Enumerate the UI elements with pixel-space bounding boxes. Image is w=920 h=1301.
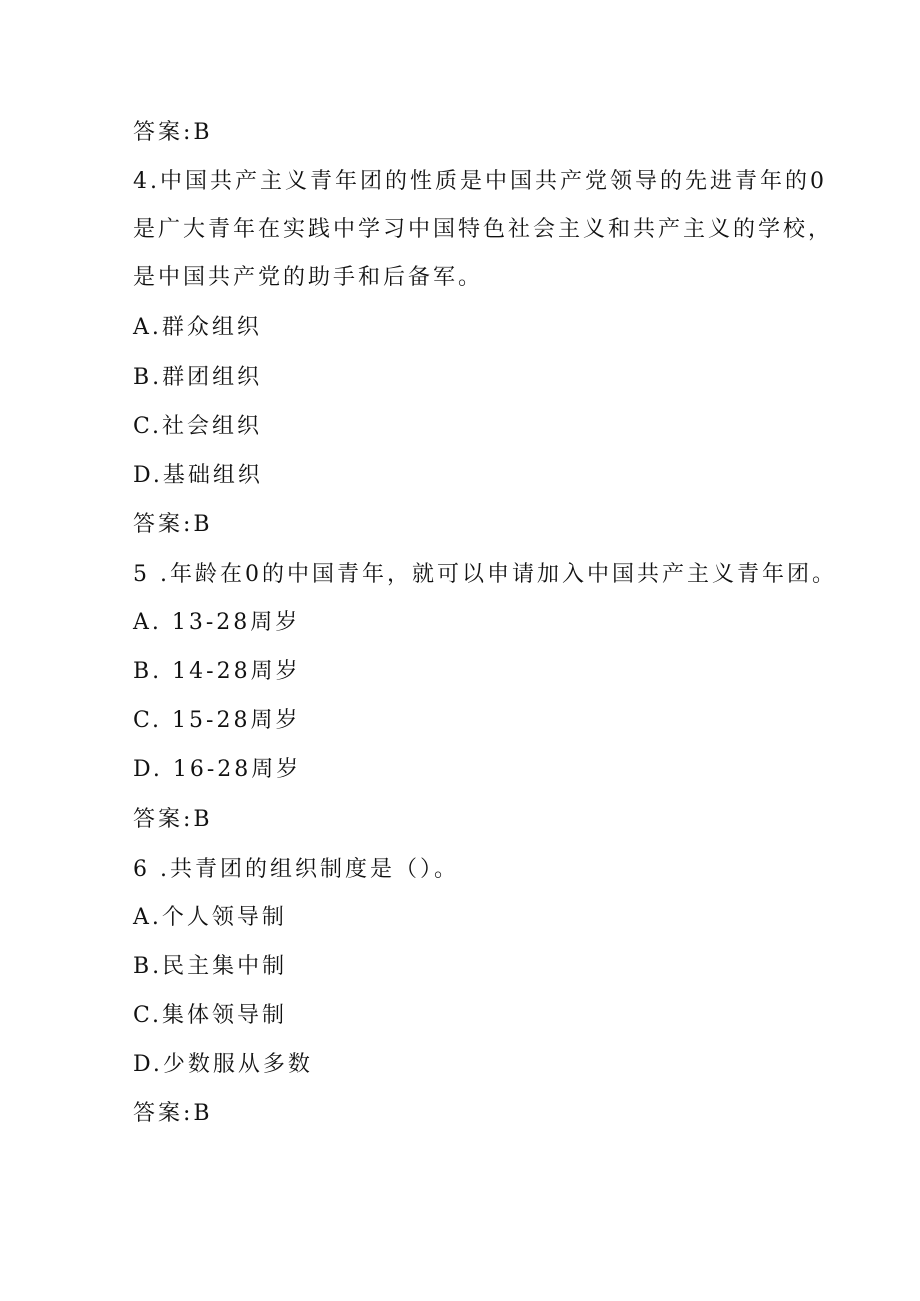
q6-option-d: D.少数服从多数	[133, 1052, 313, 1077]
q5-option-c: C. 15-28周岁	[133, 708, 301, 733]
q6-option-b: B.民主集中制	[133, 954, 288, 979]
question-4-line-3: 是中国共产党的助手和后备军。	[133, 265, 484, 290]
question-5: 5 .年龄在0的中国青年，就可以申请加入中国共产主义青年团。	[133, 562, 837, 587]
question-4-line-1: 4.中国共产主义青年团的性质是中国共产党领导的先进青年的0	[133, 169, 827, 194]
question-4-line-2: 是广大青年在实践中学习中国特色社会主义和共产主义的学校，	[133, 217, 834, 242]
q5-option-d: D. 16-28周岁	[133, 757, 302, 782]
answer-q3: 答案:B	[133, 120, 213, 145]
q6-option-a: A.个人领导制	[133, 905, 287, 930]
q4-option-a: A.群众组织	[133, 315, 262, 340]
q4-option-c: C.社会组织	[133, 414, 263, 439]
answer-q6: 答案:B	[133, 1101, 213, 1126]
q5-option-a: A. 13-28周岁	[133, 610, 301, 635]
answer-q4: 答案:B	[133, 512, 213, 537]
q6-option-c: C.集体领导制	[133, 1003, 288, 1028]
question-4	[133, 167, 833, 293]
q4-option-b: B.群团组织	[133, 365, 263, 390]
question-6: 6 .共青团的组织制度是（）。	[133, 857, 459, 882]
answer-q5: 答案:B	[133, 807, 213, 832]
q4-option-d: D.基础组织	[133, 463, 263, 488]
q5-option-b: B. 14-28周岁	[133, 659, 301, 684]
